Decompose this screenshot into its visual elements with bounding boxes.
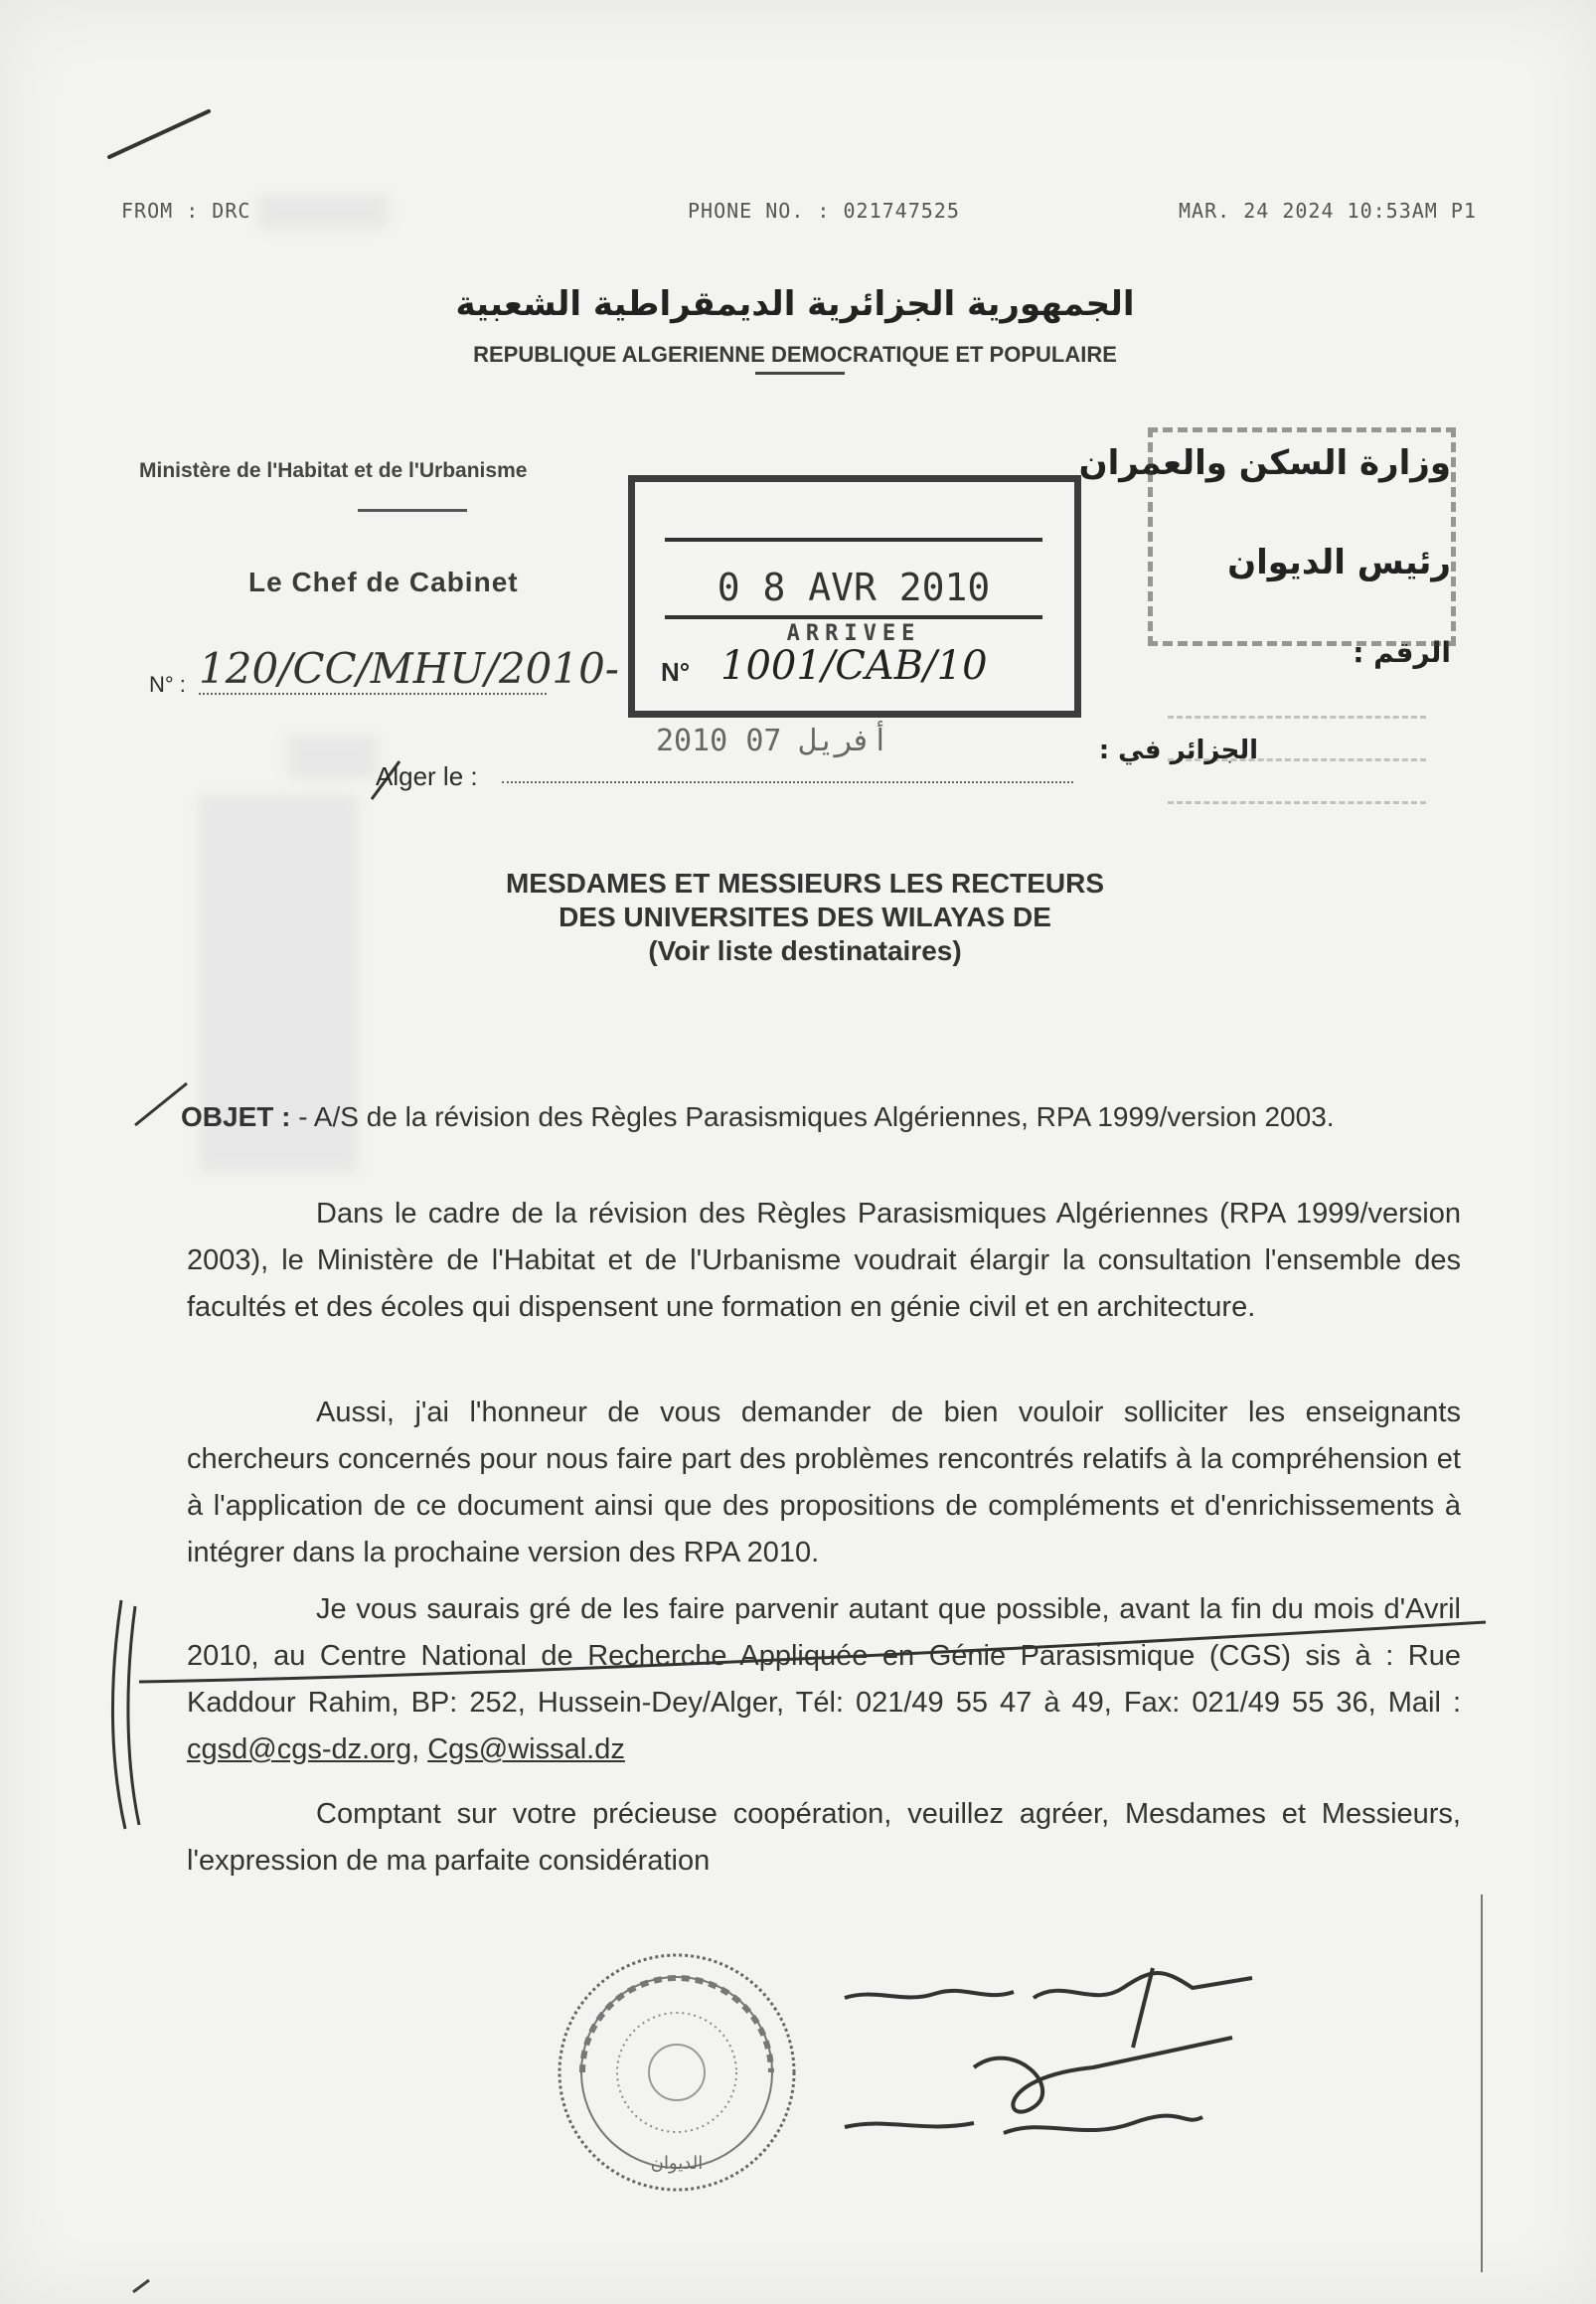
fax-phone: PHONE NO. : 021747525 [688, 199, 960, 223]
french-republic-title: REPUBLIQUE ALGERIENNE DEMOCRATIQUE ET POPULAIRE [473, 342, 1117, 367]
ministry-name-fr: Ministère de l'Habitat et de l'Urbanisme [139, 459, 528, 482]
body-paragraph-3 [187, 1586, 1461, 1773]
number-value-handwritten: 120/CC/MHU/2010- [199, 644, 619, 693]
email-separator: , [411, 1733, 428, 1765]
fax-from: FROM : DRC [121, 199, 251, 223]
date-value-stamp: 2010 أفريل 07 [656, 724, 889, 758]
stamp-number-handwritten: 1001/CAB/10 [720, 643, 988, 689]
arabic-republic-title: الجمهورية الجزائرية الديمقراطية الشعبية [455, 284, 1135, 324]
stamp-label: ARRIVEE [786, 621, 921, 646]
email-link-cgsd[interactable]: cgsd@cgs-dz.org [187, 1733, 412, 1765]
arrival-stamp [628, 475, 1081, 718]
faint-stamp-right [1148, 427, 1456, 646]
subject-label: OBJET : [181, 1101, 291, 1132]
ministry-underline [358, 509, 467, 512]
body-paragraph-2: Aussi, j'ai l'honneur de vous demander de bien vouloir solliciter les enseignants chercheurs concernés pour nous faire part des problèmes rencontrés relatifs à la compréhension et à l'application de ce document ainsi que des propositions de compléments et d'enrichissements à intégrer dans la prochaine version des RPA 2010. [187, 1397, 1461, 1568]
title-underline [755, 372, 845, 375]
chef-cabinet-fr: Le Chef de Cabinet [248, 567, 519, 597]
body-paragraph-4: Comptant sur votre précieuse coopération, veuillez agréer, Mesdames et Messieurs, l'expression de ma parfaite considération [187, 1798, 1461, 1877]
stamp-number-prefix: N° [661, 657, 691, 687]
fax-datetime: MAR. 24 2024 10:53AM P1 [1179, 199, 1477, 223]
ministry-name-ar: وزارة السكن والعمران [1078, 443, 1451, 483]
redaction-blur [258, 195, 388, 229]
date-dotted-line [502, 781, 1073, 783]
subject-line [181, 1101, 1433, 1133]
number-label-fr: N° : [149, 672, 186, 697]
email-link-wissal[interactable]: Cgs@wissal.dz [427, 1733, 625, 1765]
chef-cabinet-ar: رئيس الديوان [1227, 543, 1451, 582]
subject-text: - A/S de la révision des Règles Parasismiques Algériennes, RPA 1999/version 2003. [298, 1101, 1335, 1132]
addressee-line-2: DES UNIVERSITES DES WILAYAS DE [559, 902, 1051, 932]
pen-stroke-top [99, 99, 219, 169]
addressee-block [378, 867, 1232, 968]
seal-inner-text: الديوان [650, 2153, 704, 2174]
addressee-line-3: (Voir liste destinataires) [648, 935, 962, 966]
number-label-ar: الرقم : [1353, 636, 1451, 669]
stamp-date: 0 8 AVR 2010 [717, 566, 991, 609]
stamp-rule-mid [665, 615, 1042, 619]
signature [835, 1958, 1282, 2167]
margin-line [1481, 1894, 1483, 2272]
redaction-blur [288, 736, 378, 779]
date-label-ar: الجزائر في : [1098, 736, 1258, 765]
paragraph-3-text: Je vous saurais gré de les faire parvenir autant que possible, avant la fin du mois d'Avril 2010, au Centre National de Recherche Appliquée en Génie Parasismique (CGS) sis à : Rue Kaddour Rahim, BP: 252, Hussein-Dey/Alger, Tél: 021/49 55 47 à 49, Fax: 021/49 55 36, Mail : [187, 1593, 1461, 1719]
official-seal [553, 1948, 801, 2197]
pen-mark-bottom [127, 2276, 157, 2296]
body-paragraph-1: Dans le cadre de la révision des Règles Parasismiques Algériennes (RPA 1999/version 2003), le Ministère de l'Habitat et de l'Urbanisme voudrait élargir la consultation l'ensemble des facultés et des écoles qui dispensent une formation en génie civil et en architecture. [187, 1198, 1461, 1323]
date-label-fr: Alger le : [376, 761, 478, 791]
addressee-line-1: MESDAMES ET MESSIEURS LES RECTEURS [505, 868, 1105, 899]
stamp-rule-top [665, 538, 1042, 542]
